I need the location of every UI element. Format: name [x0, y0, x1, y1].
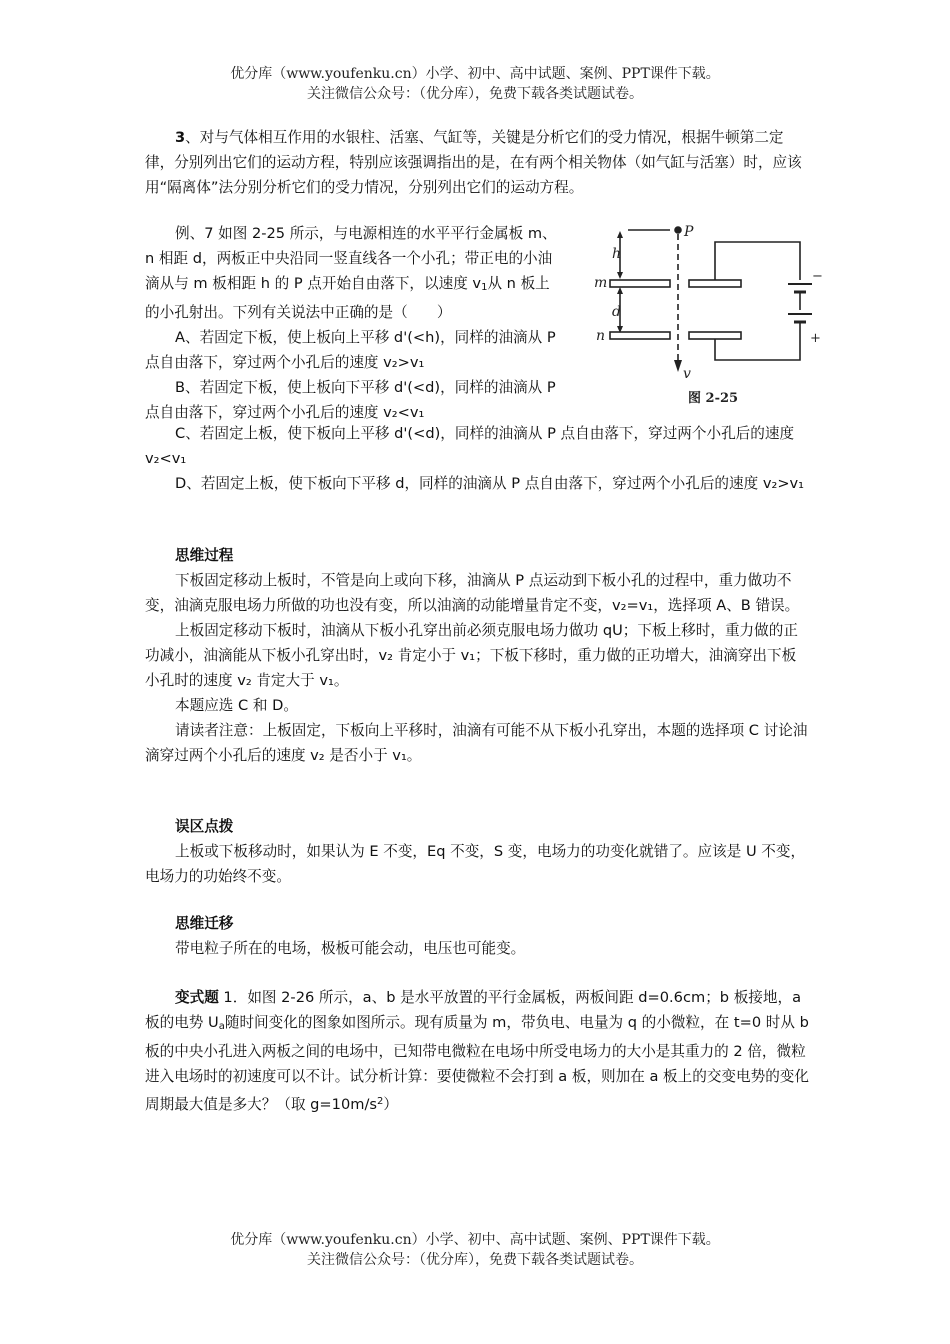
variant-section	[145, 985, 810, 1117]
variant-text-a: 1．如图 2-26 所示，a、b 是水平放置的平行金属板，两板间距 d=0.6cm；b 板接地，a 板的电势 U	[145, 989, 802, 1031]
variant-text-c: ）	[383, 1096, 398, 1113]
example-stem	[145, 221, 563, 425]
example-options-cd	[145, 421, 810, 496]
intro-paragraph	[145, 125, 810, 200]
variant-sub-a: a	[218, 1021, 225, 1032]
option-c: C、若固定上板，使下板向上平移 d'(<d)，同样的油滴从 P 点自由落下，穿过两个小孔后的速度 v₂<v₁	[145, 425, 795, 467]
thinking-section	[145, 543, 810, 768]
variant-text-b: 随时间变化的图象如图所示。现有质量为 m，带负电、电量为 q 的小微粒，在 t=0 时从 b 板的中央小孔进入两板之间的电场中，已知带电微粒在电场中所受电场力的大小是其重力的 2 倍，微粒进入电场时的初速度可以不计。试分析计算：要使微粒不会打到 a 板，则加在 a 板上的交变电势的变化周期最大值是多大？（取 g=10m/s	[145, 1014, 809, 1113]
label-d: d	[612, 304, 621, 320]
mistake-p1: 上板或下板移动时，如果认为 E 不变，Eq 不变，S 变，电场力的功变化就错了。应该是 U 不变，电场力的功始终不变。	[145, 843, 806, 885]
option-a: A、若固定下板，使上板向上平移 d'(<h)，同样的油滴从 P 点自由落下，穿过两个小孔后的速度 v₂>v₁	[145, 329, 556, 371]
transfer-p1: 带电粒子所在的电场，极板可能会动，电压也可能变。	[175, 940, 526, 957]
header-line-1: 优分库（www.youfenku.cn）小学、初中、高中试题、案例、PPT课件下载。	[230, 66, 720, 82]
footer-line-2: 关注微信公众号：（优分库），免费下载各类试题试卷。	[307, 1252, 643, 1268]
plate-m-left	[610, 280, 670, 287]
label-plus: +	[810, 331, 821, 346]
thinking-title: 思维过程	[175, 547, 234, 564]
label-v: v	[683, 366, 691, 382]
mistake-section	[145, 814, 810, 889]
figure-2-25	[590, 220, 830, 410]
plate-n-right	[689, 332, 741, 339]
label-h: h	[612, 246, 622, 262]
wire-bottom	[715, 326, 800, 360]
wire-top	[715, 242, 800, 280]
variant-sup-b: 2	[376, 1096, 384, 1107]
plate-n-left	[610, 332, 670, 339]
thinking-p1: 下板固定移动上板时，不管是向上或向下移，油滴从 P 点运动到下板小孔的过程中，重力做功不变，油滴克服电场力所做的功也没有变，所以油滴的动能增量肯定不变，v₂=v₁，选择项 A、B 错误。	[145, 572, 800, 614]
plate-m-right	[689, 280, 741, 287]
point-p-dot	[675, 227, 681, 233]
thinking-p4: 请读者注意：上板固定，下板向上平移时，油滴有可能不从下板小孔穿出，本题的选择项 C 讨论油滴穿过两个小孔后的速度 v₂ 是否小于 v₁。	[145, 722, 808, 764]
page-footer	[0, 1230, 950, 1270]
example-stem-text-b: 从 n 板上的小孔射出。下列有关说法中正确的是（ ）	[145, 275, 550, 321]
page-header	[0, 64, 950, 104]
label-minus: −	[812, 269, 823, 284]
label-n: n	[596, 328, 606, 344]
example-stem-text-a: 例、7 如图 2-25 所示，与电源相连的水平平行金属板 m、n 相距 d，两板正中央沿同一竖直线各一个小孔；带正电的小油滴从与 m 板相距 h 的 P 点开始自由落下，以速度 v	[145, 225, 557, 292]
header-line-2: 关注微信公众号：（优分库），免费下载各类试题试卷。	[307, 86, 643, 102]
label-m: m	[594, 275, 608, 291]
mistake-title: 误区点拨	[175, 818, 234, 835]
option-d: D、若固定上板，使下板向下平移 d，同样的油滴从 P 点自由落下，穿过两个小孔后的速度 v₂>v₁	[175, 475, 805, 492]
label-p: P	[684, 224, 694, 240]
figure-caption: 图 2-25	[688, 391, 739, 406]
transfer-title: 思维迁移	[175, 915, 234, 932]
option-b: B、若固定下板，使上板向下平移 d'(<d)，同样的油滴从 P 点自由落下，穿过两个小孔后的速度 v₂<v₁	[145, 379, 556, 421]
thinking-p2: 上板固定移动下板时，油滴从下板小孔穿出前必须克服电场力做功 qU；下板上移时，重力做的正功减小，油滴能从下板小孔穿出时，v₂ 肯定小于 v₁；下板下移时，重力做的正功增大，油滴穿出下板小孔时的速度 v₂ 肯定大于 v₁。	[145, 622, 798, 689]
thinking-p3: 本题应选 C 和 D。	[175, 697, 298, 714]
intro-number: 3	[175, 129, 186, 146]
transfer-section	[145, 911, 810, 961]
footer-line-1: 优分库（www.youfenku.cn）小学、初中、高中试题、案例、PPT课件下载。	[230, 1232, 720, 1248]
intro-text: 、对与气体相互作用的水银柱、活塞、气缸等，关键是分析它们的受力情况，根据牛顿第二定律，分别列出它们的运动方程，特别应该强调指出的是，在有两个相关物体（如气缸与活塞）时，应该用“隔离体”法分别分析它们的受力情况，分别列出它们的运动方程。	[145, 129, 802, 196]
velocity-arrow	[674, 360, 682, 372]
example-stem-sub: 1	[481, 282, 488, 293]
variant-title: 变式题	[175, 989, 219, 1006]
